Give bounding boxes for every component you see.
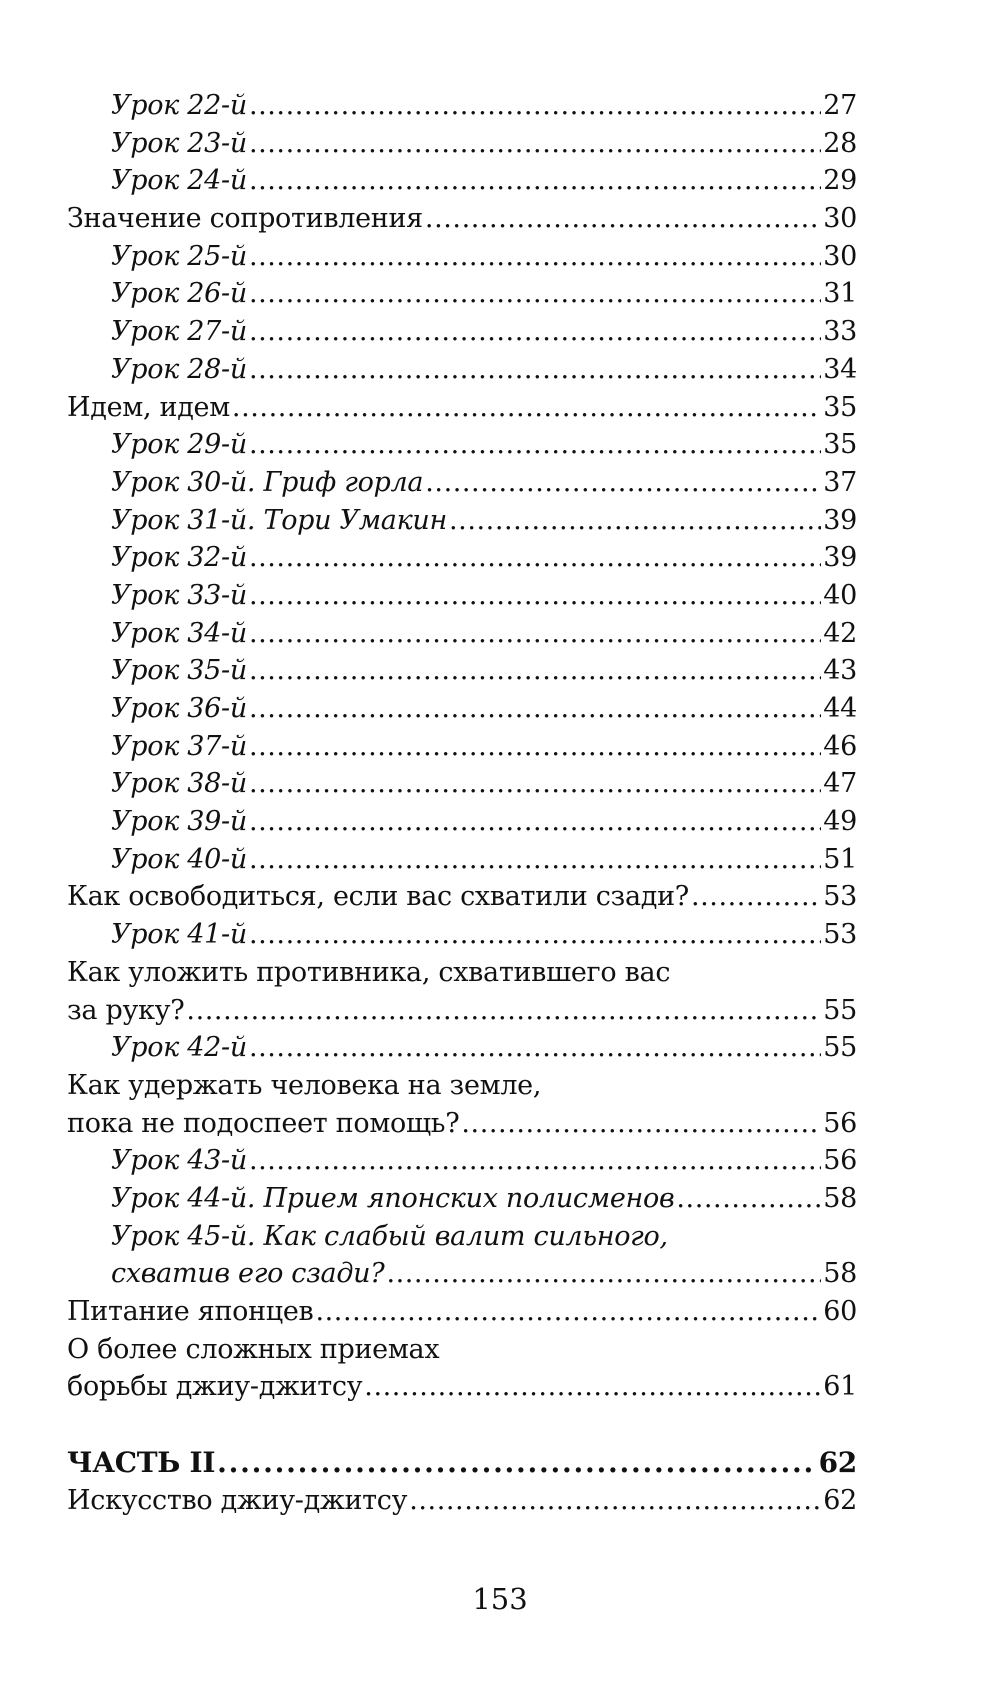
toc-entry-page: 35: [823, 391, 857, 423]
toc-entry-title: Урок 31-й. Тори Умакин: [111, 504, 448, 536]
toc-entry-title: О более сложных приемах: [67, 1333, 440, 1365]
toc-entry-title: Урок 40-й: [111, 843, 247, 875]
toc-entry[interactable]: [67, 238, 857, 276]
toc-entry-page: 27: [823, 90, 857, 121]
toc-entry[interactable]: [67, 502, 857, 540]
dot-leader: [249, 313, 821, 351]
toc-section[interactable]: [67, 1105, 857, 1143]
toc-section-line[interactable]: [67, 1067, 857, 1105]
toc-entry[interactable]: [67, 539, 857, 577]
toc-section[interactable]: [67, 878, 857, 916]
dot-leader: [186, 992, 821, 1030]
toc-entry-line[interactable]: [67, 1218, 857, 1256]
toc-entry-page: 56: [823, 1145, 857, 1177]
dot-leader: [249, 841, 821, 879]
dot-leader: [249, 577, 821, 615]
toc-entry-title: Урок 25-й: [111, 240, 247, 272]
toc-entry[interactable]: [67, 87, 857, 125]
dot-leader: [315, 1293, 821, 1331]
toc-entry-page: 61: [823, 1371, 857, 1403]
toc-entry-title: Урок 32-й: [111, 542, 247, 574]
dot-leader: [691, 878, 821, 916]
dot-leader: [249, 275, 821, 313]
toc-part-heading[interactable]: [67, 1444, 857, 1482]
toc-section[interactable]: [67, 200, 857, 238]
toc-entry-page: 42: [823, 617, 857, 649]
dot-leader: [409, 1482, 821, 1520]
toc-entry-page: 47: [823, 768, 857, 800]
toc-entry[interactable]: [67, 690, 857, 728]
toc-entry-page: 53: [823, 881, 857, 913]
dot-leader: [249, 1029, 821, 1067]
toc-entry-title: Урок 23-й: [111, 127, 247, 159]
toc-entry-title: Урок 34-й: [111, 617, 247, 649]
toc-entry-page: 58: [823, 1182, 857, 1214]
toc-entry-title: пока не подоспеет помощь?: [67, 1107, 460, 1139]
toc-entry-page: 53: [823, 919, 857, 951]
dot-leader: [249, 87, 821, 125]
toc-entry-title: Значение сопротивления: [67, 203, 423, 235]
toc-entry-page: 31: [823, 278, 857, 310]
toc-entry[interactable]: [67, 765, 857, 803]
toc-entry[interactable]: [67, 313, 857, 351]
toc-section-line[interactable]: [67, 954, 857, 992]
toc-entry[interactable]: [67, 426, 857, 464]
toc-entry-page: 29: [823, 165, 857, 197]
toc-entry[interactable]: [67, 803, 857, 841]
dot-leader: [386, 1255, 821, 1293]
toc-entry-page: 34: [823, 353, 857, 385]
toc-entry-page: 30: [823, 203, 857, 235]
toc-entry-page: 40: [823, 579, 857, 611]
toc-entry-title: за руку?: [67, 994, 185, 1026]
toc-entry-page: 55: [823, 994, 857, 1026]
toc-entry-page: 62: [823, 1484, 857, 1516]
toc-entry-page: 37: [823, 466, 857, 498]
table-of-contents: [67, 87, 857, 1519]
dot-leader: [425, 464, 821, 502]
dot-leader: [461, 1105, 821, 1143]
toc-entry-title: Урок 22-й: [111, 90, 247, 121]
dot-leader: [249, 652, 821, 690]
toc-entry-title: Как освободиться, если вас схватили сзади?: [67, 881, 689, 913]
toc-entry-title: Урок 26-й: [111, 278, 247, 310]
dot-leader: [217, 1444, 816, 1482]
toc-entry-title: Урок 45-й. Как слабый валит сильного,: [111, 1220, 668, 1252]
toc-entry-title: Урок 39-й: [111, 806, 247, 838]
toc-entry-title: Урок 36-й: [111, 693, 247, 724]
toc-entry-title: Урок 37-й: [111, 730, 247, 762]
toc-entry[interactable]: [67, 652, 857, 690]
toc-entry[interactable]: [67, 1142, 857, 1180]
toc-entry-title: Урок 44-й. Прием японских полисменов: [111, 1182, 675, 1214]
toc-entry-title: Урок 28-й: [111, 353, 247, 385]
toc-entry-page: 39: [823, 542, 857, 574]
toc-entry-page: 44: [823, 693, 857, 724]
toc-entry-title: схватив его сзади?: [111, 1258, 385, 1290]
dot-leader: [249, 916, 821, 954]
toc-entry-page: 49: [823, 806, 857, 838]
toc-entry[interactable]: [67, 1180, 857, 1218]
toc-entry-page: 30: [823, 240, 857, 272]
toc-entry[interactable]: [67, 351, 857, 389]
toc-entry-page: 28: [823, 127, 857, 159]
dot-leader: [249, 690, 821, 728]
toc-entry-page: 43: [823, 655, 857, 687]
dot-leader: [249, 1142, 821, 1180]
toc-entry[interactable]: [67, 162, 857, 200]
toc-entry-page: 33: [823, 316, 857, 348]
dot-leader: [249, 426, 821, 464]
toc-entry-title: Урок 41-й: [111, 919, 247, 951]
toc-entry-page: 51: [823, 843, 857, 875]
dot-leader: [249, 728, 821, 766]
toc-entry[interactable]: [67, 464, 857, 502]
toc-entry-title: ЧАСТЬ II: [67, 1446, 216, 1480]
toc-entry[interactable]: [67, 125, 857, 163]
toc-entry-title: Урок 33-й: [111, 579, 247, 611]
toc-entry-page: 56: [823, 1107, 857, 1139]
toc-section[interactable]: [67, 389, 857, 427]
toc-section[interactable]: [67, 1482, 857, 1520]
toc-entry-page: 39: [823, 504, 857, 536]
toc-entry-title: Искусство джиу-джитсу: [67, 1484, 408, 1516]
toc-entry[interactable]: [67, 577, 857, 615]
dot-leader: [449, 502, 821, 540]
toc-entry[interactable]: [67, 1255, 857, 1293]
toc-entry-title: Урок 42-й: [111, 1032, 247, 1064]
toc-entry[interactable]: [67, 615, 857, 653]
toc-entry[interactable]: [67, 275, 857, 313]
dot-leader: [249, 238, 821, 276]
dot-leader: [364, 1368, 821, 1406]
toc-entry-page: 58: [823, 1258, 857, 1290]
toc-entry-page: 62: [818, 1446, 857, 1480]
toc-section[interactable]: [67, 992, 857, 1030]
dot-leader: [249, 162, 821, 200]
toc-entry[interactable]: [67, 728, 857, 766]
toc-entry[interactable]: [67, 1029, 857, 1067]
toc-entry-page: 55: [823, 1032, 857, 1064]
toc-entry-title: Питание японцев: [67, 1296, 314, 1327]
toc-entry-page: 60: [823, 1296, 857, 1327]
toc-section[interactable]: [67, 1368, 857, 1406]
toc-section-line[interactable]: [67, 1331, 857, 1369]
toc-section[interactable]: [67, 1293, 857, 1331]
toc-entry-title: Как удержать человека на земле,: [67, 1069, 542, 1101]
toc-entry-title: Как уложить противника, схватившего вас: [67, 956, 671, 988]
toc-entry-title: Урок 38-й: [111, 768, 247, 800]
toc-entry-title: Урок 30-й. Гриф горла: [111, 466, 424, 498]
dot-leader: [249, 765, 821, 803]
toc-entry[interactable]: [67, 916, 857, 954]
toc-entry-page: 35: [823, 429, 857, 461]
dot-leader: [249, 351, 821, 389]
toc-entry-title: Идем, идем: [67, 391, 230, 423]
toc-entry-title: борьбы джиу-джитсу: [67, 1371, 363, 1403]
toc-entry-title: Урок 35-й: [111, 655, 247, 687]
toc-entry[interactable]: [67, 841, 857, 879]
dot-leader: [249, 615, 821, 653]
toc-entry-page: 46: [823, 730, 857, 762]
dot-leader: [232, 389, 821, 427]
toc-entry-title: Урок 27-й: [111, 316, 247, 348]
toc-entry-title: Урок 24-й: [111, 165, 247, 197]
dot-leader: [249, 803, 821, 841]
dot-leader: [249, 539, 821, 577]
toc-entry-title: Урок 43-й: [111, 1145, 247, 1177]
dot-leader: [676, 1180, 821, 1218]
dot-leader: [425, 200, 821, 238]
toc-entry-title: Урок 29-й: [111, 429, 247, 461]
dot-leader: [249, 125, 821, 163]
page-number: 153: [472, 1582, 528, 1616]
